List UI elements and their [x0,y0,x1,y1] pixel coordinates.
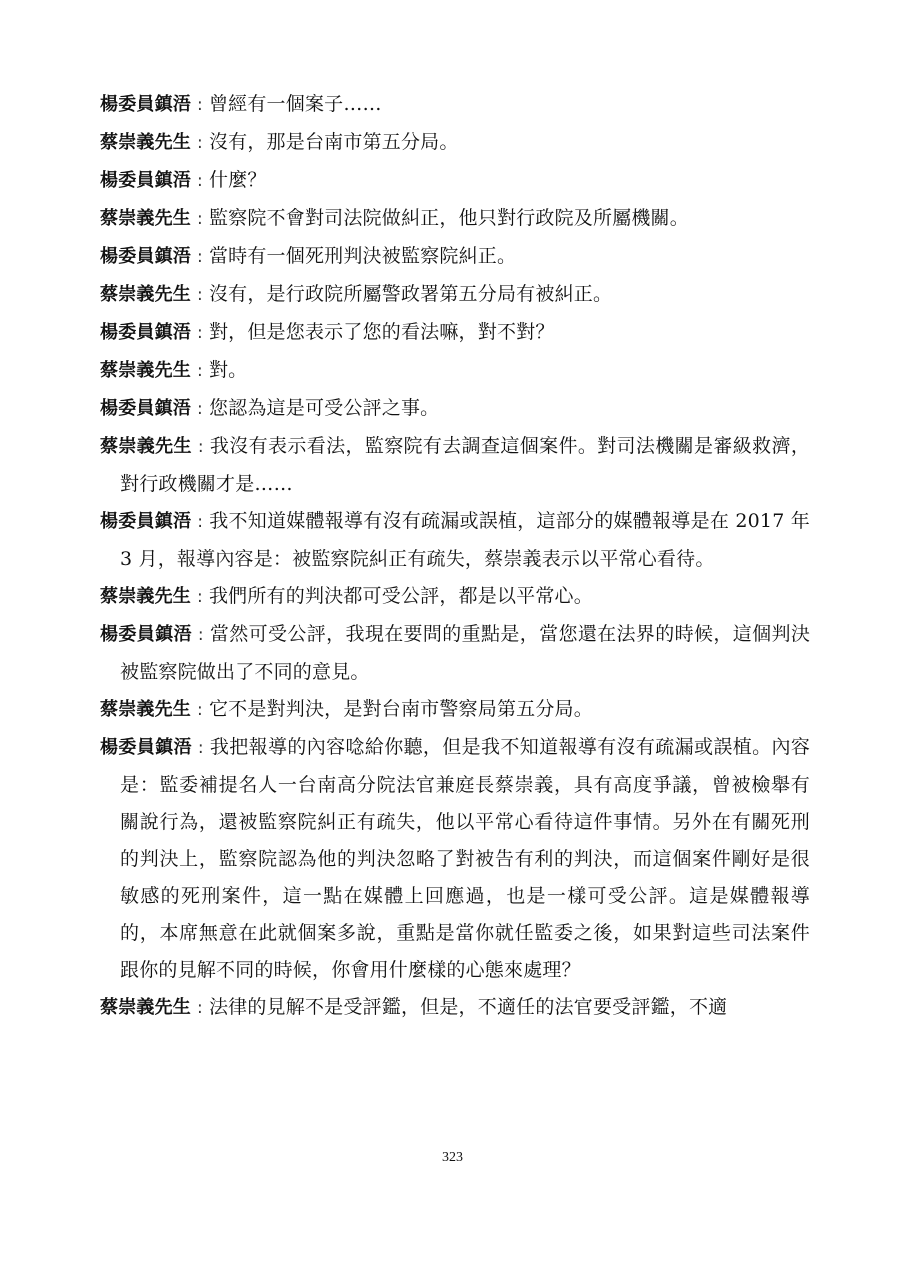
speaker-name: 楊委員鎮浯 [100,322,191,343]
speaker-separator: : [197,738,204,758]
speaker-name: 蔡崇義先生 [100,997,191,1018]
speaker-name: 楊委員鎮浯 [100,170,191,191]
speaker-separator: : [197,587,203,607]
speaker-name: 蔡崇義先生 [100,699,191,720]
speech-text: 我不知道媒體報導有沒有疏漏或誤植，這部分的媒體報導是在 2017 年 3 月，報導內容是：被監察院糾正有疏失，蔡崇義表示以平常心看待。 [120,510,811,570]
transcript-entry [100,352,810,390]
transcript-entry [100,616,810,691]
speech-text: 我把報導的內容唸給你聽，但是我不知道報導有沒有疏漏或誤植。內容是：監委補提名人一台南高分院法官兼庭長蔡崇義，具有高度爭議，曾被檢舉有關說行為，還被監察院糾正有疏失，他以平常心看待這件事情。另外在有關死刑的判決上，監察院認為他的判決忽略了對被告有利的判決，而這個案件剛好是很敏感的死刑案件，這一點在媒體上回應過，也是一樣可受公評。這是媒體報導的，本席無意在此就個案多說，重點是當你就任監委之後，如果對這些司法案件跟你的見解不同的時候，你會用什麼樣的心態來處理？ [120,736,811,981]
speaker-separator: : [197,323,203,343]
speaker-separator: : [197,998,203,1018]
speech-text: 它不是對判決，是對台南市警察局第五分局。 [208,698,593,720]
speaker-separator: : [197,361,203,381]
transcript-entry [100,276,810,314]
speaker-separator: : [197,209,203,229]
transcript-entry [100,503,810,578]
speaker-name: 楊委員鎮浯 [100,398,191,419]
speech-text: 當時有一個死刑判決被監察院糾正。 [208,245,517,267]
transcript-entry [100,200,810,238]
transcript-entry [100,729,810,989]
transcript-entry [100,428,810,503]
speaker-separator: : [197,437,204,457]
speech-text: 法律的見解不是受評鑑，但是，不適任的法官要受評鑑，不適 [208,996,728,1018]
speaker-name: 蔡崇義先生 [100,132,191,153]
speaker-name: 楊委員鎮浯 [100,246,191,267]
transcript-entry [100,238,810,276]
speaker-separator: : [197,247,203,267]
speaker-name: 蔡崇義先生 [100,360,191,381]
transcript [100,86,810,1027]
transcript-entry [100,691,810,729]
speech-text: 我沒有表示看法，監察院有去調查這個案件。對司法機關是審級救濟，對行政機關才是…… [120,435,811,495]
speaker-separator: : [197,625,204,645]
speech-text: 您認為這是可受公評之事。 [208,397,440,419]
page-number: 323 [442,1150,463,1165]
speech-text: 對，但是您表示了您的看法嘛，對不對？ [208,321,555,343]
speaker-separator: : [197,512,204,532]
transcript-entry [100,578,810,616]
speaker-name: 楊委員鎮浯 [100,737,192,758]
speaker-separator: : [197,171,203,191]
speech-text: 沒有，是行政院所屬警政署第五分局有被糾正。 [208,283,613,305]
transcript-entry [100,314,810,352]
speaker-name: 蔡崇義先生 [100,284,191,305]
speech-text: 什麼？ [208,169,267,191]
speaker-name: 蔡崇義先生 [100,436,192,457]
speaker-name: 蔡崇義先生 [100,586,191,607]
speaker-separator: : [197,399,203,419]
speaker-name: 楊委員鎮浯 [100,511,192,532]
speaker-separator: : [197,700,203,720]
transcript-entry [100,989,810,1027]
transcript-entry [100,162,810,200]
speaker-name: 楊委員鎮浯 [100,624,192,645]
speaker-separator: : [197,95,203,115]
speech-text: 沒有，那是台南市第五分局。 [208,131,459,153]
speech-text: 當然可受公評，我現在要問的重點是，當您還在法界的時候，這個判決被監察院做出了不同的意見。 [120,623,811,683]
speech-text: 我們所有的判決都可受公評，都是以平常心。 [208,585,593,607]
speech-text: 監察院不會對司法院做糾正，他只對行政院及所屬機關。 [208,207,689,229]
speaker-name: 蔡崇義先生 [100,208,191,229]
speech-text: 曾經有一個案子…… [208,93,382,115]
transcript-entry [100,86,810,124]
speaker-separator: : [197,285,203,305]
speech-text: 對。 [208,359,248,381]
speaker-separator: : [197,133,203,153]
transcript-entry [100,124,810,162]
speaker-name: 楊委員鎮浯 [100,94,191,115]
transcript-entry [100,390,810,428]
